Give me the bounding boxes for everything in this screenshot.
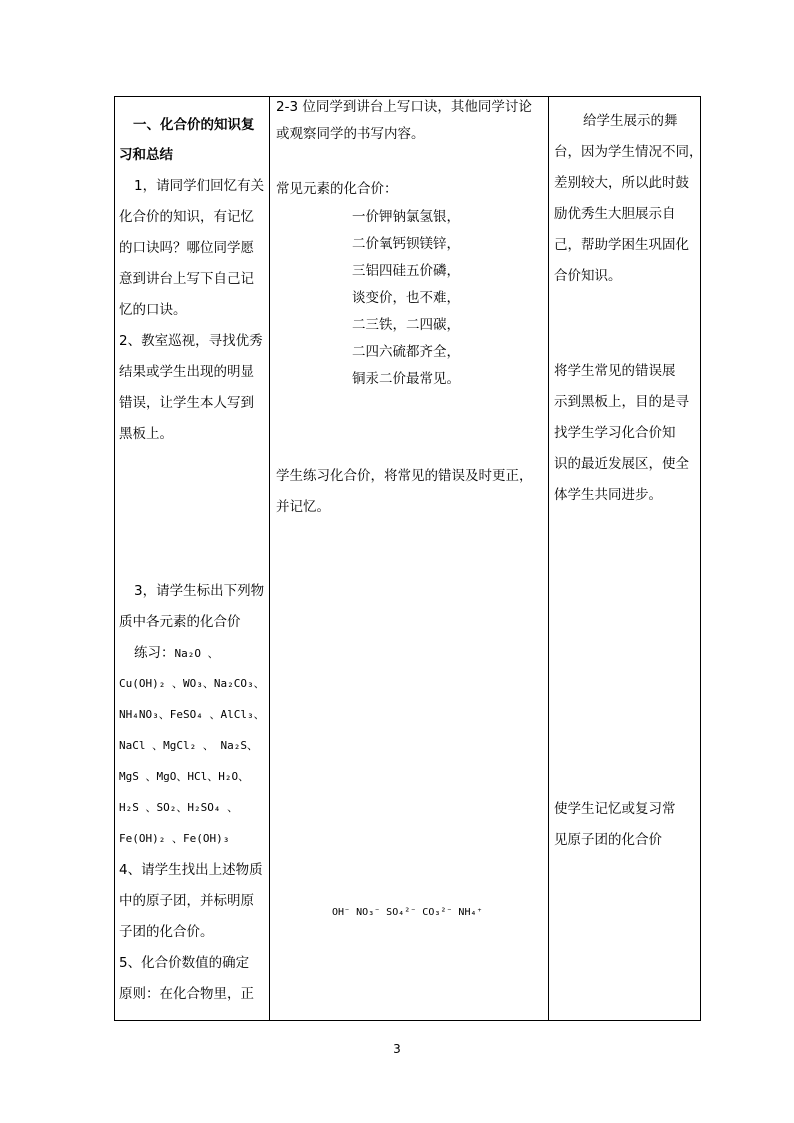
intro-line: 或观察同学的书写内容。 (276, 126, 425, 142)
step1-line: 忆的口诀。 (119, 302, 187, 318)
teacher-activity-column (115, 97, 270, 1020)
intent2-line: 体学生共同进步。 (554, 487, 662, 503)
section-heading-cont: 习和总结 (119, 147, 173, 163)
intent2-line: 示到黑板上，目的是寻 (554, 394, 689, 410)
intro-line: 2-3 位同学到讲台上写口诀，其他同学讨论 (276, 99, 532, 115)
formula-list: NaCl 、MgCl₂ 、 Na₂S、 (119, 739, 258, 752)
rhyme-line: 二三铁，二四碳， (352, 317, 460, 333)
rhyme-line: 一价钾钠氯氢银， (352, 209, 460, 225)
polyatomic-ions: OH⁻ NO₃⁻ SO₄²⁻ CO₃²⁻ NH₄⁺ (332, 907, 483, 918)
step4-line: 子团的化合价。 (119, 924, 214, 940)
practice-line: 并记忆。 (276, 499, 330, 515)
intent2-line: 识的最近发展区，使全 (554, 456, 689, 472)
lesson-table (114, 96, 701, 1021)
rhyme-line: 谈变价，也不难， (352, 290, 460, 306)
rhyme-line: 三铝四硅五价磷， (352, 263, 460, 279)
exercise-line (134, 645, 219, 662)
step3-line: 3，请学生标出下列物 (134, 583, 265, 599)
step2-line: 错误，让学生本人写到 (119, 395, 254, 411)
practice-line: 学生练习化合价，将常见的错误及时更正， (276, 468, 533, 484)
step2-line: 黑板上。 (119, 426, 173, 442)
step4-line: 中的原子团，并标明原 (119, 893, 254, 909)
formula-list: H₂S 、SO₂、H₂SO₄ 、 (119, 801, 239, 814)
formula: Na₂O 、 (174, 647, 219, 660)
intent1-line: 励优秀生大胆展示自 (554, 206, 676, 222)
formula-list: NH₄NO₃、FeSO₄ 、AlCl₃、 (119, 708, 265, 721)
step1-line: 1，请同学们回忆有关 (134, 178, 265, 194)
step3-line: 质中各元素的化合价 (119, 614, 241, 630)
section-heading: 一、化合价的知识复 (133, 117, 255, 133)
step4-line: 4、请学生找出上述物质 (119, 862, 263, 878)
step1-line: 意到讲台上写下自己记 (119, 271, 254, 287)
intent1-line: 差别较大，所以此时鼓 (554, 175, 689, 191)
rhyme-line: 二价氧钙钡镁锌， (352, 236, 460, 252)
intent2-line: 将学生常见的错误展 (554, 363, 676, 379)
formula-list: Cu(OH)₂ 、WO₃、Na₂CO₃、 (119, 677, 265, 690)
rhyme-line: 二四六硫都齐全， (352, 344, 460, 360)
step5-line: 原则：在化合物里，正 (119, 986, 254, 1002)
rhyme-line: 铜汞二价最常见。 (352, 371, 460, 387)
intent2-line: 找学生学习化合价知 (554, 425, 676, 441)
intent3-line: 见原子团的化合价 (554, 832, 662, 848)
intent1-line: 己，帮助学困生巩固化 (554, 237, 689, 253)
exercise-label: 练习： (134, 645, 175, 661)
intent3-line: 使学生记忆或复习常 (554, 801, 676, 817)
student-activity-column (270, 97, 549, 1020)
intent1-line: 给学生展示的舞 (583, 113, 678, 129)
intent1-line: 台，因为学生情况不同， (554, 144, 703, 160)
page-number: 3 (393, 1042, 401, 1056)
step5-line: 5、化合价数值的确定 (119, 955, 250, 971)
formula-list: Fe(OH)₂ 、Fe(OH)₃ (119, 832, 230, 845)
step1-line: 的口诀吗？哪位同学愿 (119, 240, 254, 256)
step2-line: 结果或学生出现的明显 (119, 364, 254, 380)
intent1-line: 合价知识。 (554, 268, 622, 284)
rhyme-title: 常见元素的化合价： (276, 181, 398, 197)
design-intent-column (549, 97, 703, 1020)
step1-line: 化合价的知识，有记忆 (119, 209, 254, 225)
step2-line: 2、教室巡视，寻找优秀 (119, 333, 263, 349)
formula-list: MgS 、MgO、HCl、H₂O、 (119, 770, 250, 783)
